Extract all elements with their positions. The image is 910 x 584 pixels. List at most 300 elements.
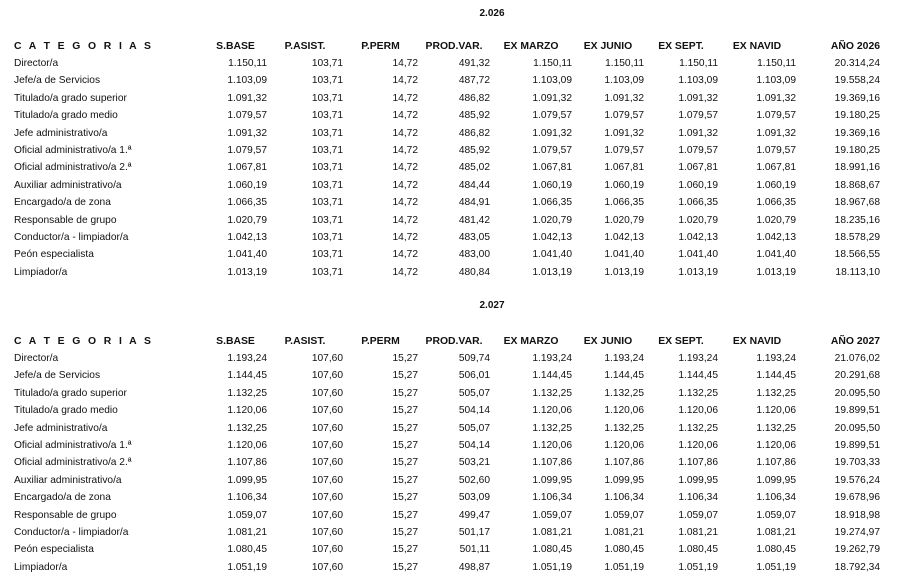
cell-ex-sept: 1.106,34 [678,492,718,504]
cell-category: Titulado/a grado superior [14,387,127,399]
cell-prodvar: 484,91 [458,197,490,209]
cell-ex-junio: 1.193,24 [604,353,644,364]
cell-prodvar: 505,07 [458,387,490,399]
cell-sbase: 1.080,45 [227,544,267,556]
cell-category: Peón especialista [14,249,94,261]
cell-category: Encargado/a de zona [14,197,111,209]
cell-pasist: 107,60 [311,474,343,486]
cell-ex-junio: 1.081,21 [604,527,644,539]
cell-pperm: 14,72 [392,214,418,226]
col-header-ex-sept: EX SEPT. [658,41,704,52]
cell-prodvar: 487,72 [458,75,490,87]
cell-pasist: 107,60 [311,509,343,521]
cell-ex-navid: 1.042,13 [756,232,796,244]
cell-category: Conductor/a - limpiador/a [14,232,129,244]
year-title-2026: 2.026 [479,8,505,19]
cell-ex-navid: 1.091,32 [756,92,796,104]
cell-sbase: 1.020,79 [227,214,267,226]
col-header-pperm: P.PERM [361,41,400,52]
col-header-ex-navid: EX NAVID [732,41,782,52]
cell-pperm: 15,27 [392,370,418,382]
cell-pasist: 107,60 [311,440,343,452]
cell-sbase: 1.079,57 [227,145,267,157]
table-row [14,125,880,142]
cell-total-year: 18.578,29 [834,232,880,244]
table-row [14,212,880,229]
cell-total-year: 19.369,16 [834,92,880,104]
cell-total-year: 19.180,25 [834,145,880,157]
cell-ex-sept: 1.091,32 [678,92,718,104]
cell-pasist: 103,71 [311,58,343,69]
cell-sbase: 1.059,07 [227,509,267,521]
cell-pasist: 103,71 [311,266,343,278]
cell-ex-junio: 1.067,81 [604,162,644,174]
cell-pasist: 107,60 [311,492,343,504]
cell-ex-sept: 1.099,95 [678,474,718,486]
col-header-ex-junio: EX JUNIO [583,41,633,52]
cell-total-year: 18.991,16 [834,162,880,174]
cell-pperm: 14,72 [392,75,418,87]
cell-sbase: 1.060,19 [227,179,267,191]
cell-pperm: 14,72 [392,58,418,69]
cell-prodvar: 481,42 [458,214,490,226]
cell-ex-marzo: 1.193,24 [532,353,572,364]
cell-pasist: 107,60 [311,422,343,434]
cell-ex-junio: 1.132,25 [604,387,644,399]
cell-ex-marzo: 1.132,25 [532,422,572,434]
cell-ex-navid: 1.107,86 [756,457,796,469]
cell-prodvar: 498,87 [458,561,490,573]
cell-ex-navid: 1.132,25 [756,422,796,434]
table-row [14,246,880,263]
cell-ex-navid: 1.066,35 [756,197,796,209]
cell-ex-navid: 1.120,06 [756,405,796,417]
cell-ex-junio: 1.132,25 [604,422,644,434]
cell-ex-marzo: 1.067,81 [532,162,572,174]
cell-ex-navid: 1.193,24 [756,353,796,364]
cell-pperm: 14,72 [392,145,418,157]
cell-total-year: 19.899,51 [834,405,880,417]
cell-ex-marzo: 1.091,32 [532,127,572,139]
cell-ex-sept: 1.132,25 [678,387,718,399]
table-row [14,454,880,471]
cell-sbase: 1.144,45 [227,370,267,382]
cell-pperm: 14,72 [392,127,418,139]
cell-ex-navid: 1.081,21 [756,527,796,539]
cell-ex-junio: 1.144,45 [604,370,644,382]
col-header-prodvar: PROD.VAR. [425,41,483,52]
cell-ex-sept: 1.080,45 [678,544,718,556]
col-header-total-year: AÑO 2026 [830,41,880,52]
table-row [14,90,880,107]
cell-ex-sept: 1.193,24 [678,353,718,364]
cell-pasist: 103,71 [311,75,343,87]
cell-pperm: 15,27 [392,509,418,521]
cell-pperm: 15,27 [392,457,418,469]
cell-ex-navid: 1.051,19 [756,561,796,573]
cell-pperm: 14,72 [392,249,418,261]
cell-ex-sept: 1.132,25 [678,422,718,434]
salary-table-2026 [14,38,880,281]
cell-ex-sept: 1.067,81 [678,162,718,174]
cell-total-year: 19.180,25 [834,110,880,122]
col-header-pperm: P.PERM [361,336,400,347]
cell-pperm: 14,72 [392,92,418,104]
cell-sbase: 1.132,25 [227,422,267,434]
cell-total-year: 19.274,97 [834,527,880,539]
cell-pasist: 103,71 [311,127,343,139]
cell-ex-marzo: 1.120,06 [532,405,572,417]
cell-ex-navid: 1.060,19 [756,179,796,191]
cell-pasist: 103,71 [311,162,343,174]
cell-ex-marzo: 1.120,06 [532,440,572,452]
cell-ex-junio: 1.013,19 [604,266,644,278]
cell-ex-navid: 1.080,45 [756,544,796,556]
cell-ex-navid: 1.120,06 [756,440,796,452]
cell-category: Conductor/a - limpiador/a [14,527,129,539]
cell-ex-junio: 1.042,13 [604,232,644,244]
cell-pasist: 103,71 [311,92,343,104]
table-row [14,177,880,194]
cell-pperm: 15,27 [392,405,418,417]
cell-prodvar: 491,32 [458,58,490,69]
header-row [14,38,880,55]
cell-total-year: 21.076,02 [834,353,880,364]
cell-ex-junio: 1.091,32 [604,127,644,139]
cell-pperm: 15,27 [392,387,418,399]
cell-ex-marzo: 1.099,95 [532,474,572,486]
col-header-pasist: P.ASIST. [284,41,326,52]
table-row [14,107,880,124]
cell-total-year: 20.095,50 [834,422,880,434]
table-row [14,72,880,89]
cell-total-year: 18.235,16 [834,214,880,226]
cell-pasist: 103,71 [311,249,343,261]
cell-category: Director/a [14,58,59,69]
cell-pasist: 103,71 [311,197,343,209]
cell-ex-navid: 1.059,07 [756,509,796,521]
cell-ex-marzo: 1.079,57 [532,110,572,122]
cell-ex-navid: 1.091,32 [756,127,796,139]
cell-ex-sept: 1.066,35 [678,197,718,209]
cell-prodvar: 503,09 [458,492,490,504]
cell-category: Oficial administrativo/a 1.ª [14,145,132,157]
cell-category: Titulado/a grado medio [14,405,118,417]
cell-category: Responsable de grupo [14,214,117,226]
cell-pasist: 107,60 [311,387,343,399]
cell-category: Auxiliar administrativo/a [14,474,122,486]
cell-ex-marzo: 1.080,45 [532,544,572,556]
table-row [14,489,880,506]
cell-sbase: 1.103,09 [227,75,267,87]
cell-pperm: 14,72 [392,232,418,244]
cell-pperm: 15,27 [392,353,418,364]
cell-total-year: 20.291,68 [834,370,880,382]
cell-total-year: 18.918,98 [834,509,880,521]
cell-ex-sept: 1.103,09 [678,75,718,87]
cell-category: Oficial administrativo/a 1.ª [14,440,132,452]
cell-total-year: 18.566,55 [834,249,880,261]
cell-sbase: 1.066,35 [227,197,267,209]
table-row [14,385,880,402]
cell-pperm: 15,27 [392,474,418,486]
cell-ex-navid: 1.144,45 [756,370,796,382]
cell-ex-navid: 1.132,25 [756,387,796,399]
table-row [14,402,880,419]
cell-category: Limpiador/a [14,266,68,278]
cell-category: Director/a [14,353,59,364]
cell-sbase: 1.120,06 [227,440,267,452]
cell-total-year: 19.558,24 [834,75,880,87]
cell-prodvar: 502,60 [458,474,490,486]
cell-sbase: 1.106,34 [227,492,267,504]
col-header-prodvar: PROD.VAR. [425,336,483,347]
cell-ex-junio: 1.060,19 [604,179,644,191]
cell-prodvar: 505,07 [458,422,490,434]
table-row [14,264,880,281]
cell-sbase: 1.107,86 [227,457,267,469]
cell-ex-sept: 1.081,21 [678,527,718,539]
cell-pasist: 107,60 [311,405,343,417]
cell-ex-junio: 1.066,35 [604,197,644,209]
cell-pasist: 103,71 [311,232,343,244]
col-header-ex-marzo: EX MARZO [503,336,559,347]
cell-pasist: 107,60 [311,544,343,556]
cell-pperm: 15,27 [392,544,418,556]
table-row [14,159,880,176]
table-row [14,55,880,72]
cell-ex-junio: 1.107,86 [604,457,644,469]
cell-ex-marzo: 1.041,40 [532,249,572,261]
cell-ex-sept: 1.150,11 [679,58,718,69]
cell-ex-sept: 1.144,45 [678,370,718,382]
cell-ex-marzo: 1.020,79 [532,214,572,226]
cell-sbase: 1.099,95 [227,474,267,486]
cell-ex-sept: 1.060,19 [678,179,718,191]
cell-total-year: 19.703,33 [834,457,880,469]
table-row [14,420,880,437]
cell-prodvar: 486,82 [458,92,490,104]
cell-total-year: 19.678,96 [834,492,880,504]
cell-total-year: 18.967,68 [834,197,880,209]
cell-ex-marzo: 1.013,19 [532,266,572,278]
cell-ex-navid: 1.106,34 [756,492,796,504]
cell-ex-marzo: 1.150,11 [533,58,572,69]
table-row [14,142,880,159]
col-header-categorias: C A T E G O R I A S [14,41,154,52]
cell-ex-junio: 1.079,57 [604,145,644,157]
cell-category: Auxiliar administrativo/a [14,179,122,191]
cell-ex-marzo: 1.144,45 [532,370,572,382]
col-header-categorias: C A T E G O R I A S [14,336,154,347]
table-row [14,541,880,558]
cell-ex-marzo: 1.091,32 [532,92,572,104]
cell-prodvar: 486,82 [458,127,490,139]
cell-ex-navid: 1.013,19 [756,266,796,278]
cell-category: Titulado/a grado superior [14,92,127,104]
cell-pperm: 15,27 [392,527,418,539]
cell-total-year: 18.868,67 [834,179,880,191]
cell-prodvar: 501,11 [459,544,490,556]
cell-ex-sept: 1.020,79 [678,214,718,226]
cell-total-year: 19.262,79 [834,544,880,556]
cell-prodvar: 501,17 [458,527,490,539]
cell-ex-navid: 1.041,40 [756,249,796,261]
cell-category: Peón especialista [14,544,94,556]
cell-sbase: 1.081,21 [227,527,267,539]
cell-ex-navid: 1.079,57 [756,145,796,157]
cell-sbase: 1.042,13 [227,232,267,244]
cell-pasist: 107,60 [311,561,343,573]
cell-sbase: 1.150,11 [228,58,267,69]
cell-ex-marzo: 1.132,25 [532,387,572,399]
cell-sbase: 1.051,19 [227,561,267,573]
cell-ex-marzo: 1.042,13 [532,232,572,244]
cell-total-year: 19.899,51 [834,440,880,452]
col-header-total-year: AÑO 2027 [830,336,880,347]
col-header-ex-sept: EX SEPT. [658,336,704,347]
cell-ex-navid: 1.103,09 [756,75,796,87]
cell-ex-sept: 1.079,57 [678,110,718,122]
table-row [14,367,880,384]
cell-sbase: 1.013,19 [227,266,267,278]
cell-ex-junio: 1.041,40 [604,249,644,261]
cell-sbase: 1.091,32 [227,127,267,139]
table-row [14,559,880,576]
cell-ex-marzo: 1.079,57 [532,145,572,157]
cell-prodvar: 503,21 [458,457,490,469]
header-row [14,333,880,350]
cell-sbase: 1.193,24 [227,353,267,364]
cell-ex-junio: 1.150,11 [605,58,644,69]
cell-pperm: 15,27 [392,561,418,573]
cell-pasist: 107,60 [311,370,343,382]
cell-pasist: 103,71 [311,110,343,122]
cell-ex-junio: 1.103,09 [604,75,644,87]
cell-ex-marzo: 1.103,09 [532,75,572,87]
cell-ex-navid: 1.067,81 [756,162,796,174]
cell-pperm: 15,27 [392,422,418,434]
cell-sbase: 1.132,25 [227,387,267,399]
cell-sbase: 1.041,40 [227,249,267,261]
cell-pperm: 15,27 [392,440,418,452]
cell-ex-sept: 1.013,19 [678,266,718,278]
cell-ex-marzo: 1.066,35 [532,197,572,209]
cell-category: Jefe/a de Servicios [14,370,101,382]
cell-ex-marzo: 1.051,19 [532,561,572,573]
cell-category: Titulado/a grado medio [14,110,118,122]
cell-pasist: 107,60 [311,353,343,364]
table-row [14,524,880,541]
cell-prodvar: 504,14 [458,440,490,452]
cell-ex-junio: 1.051,19 [604,561,644,573]
table-row [14,437,880,454]
cell-ex-marzo: 1.081,21 [532,527,572,539]
cell-pasist: 107,60 [311,457,343,469]
cell-pperm: 14,72 [392,110,418,122]
col-header-sbase: S.BASE [216,41,255,52]
cell-total-year: 19.369,16 [834,127,880,139]
cell-ex-junio: 1.091,32 [604,92,644,104]
cell-ex-marzo: 1.106,34 [532,492,572,504]
cell-pasist: 103,71 [311,179,343,191]
cell-ex-marzo: 1.107,86 [532,457,572,469]
cell-ex-navid: 1.020,79 [756,214,796,226]
cell-sbase: 1.091,32 [227,92,267,104]
cell-sbase: 1.120,06 [227,405,267,417]
cell-ex-sept: 1.079,57 [678,145,718,157]
table-row [14,194,880,211]
cell-ex-junio: 1.106,34 [604,492,644,504]
col-header-ex-junio: EX JUNIO [583,336,633,347]
cell-pperm: 14,72 [392,179,418,191]
cell-pperm: 14,72 [392,266,418,278]
cell-pasist: 103,71 [311,145,343,157]
cell-pperm: 14,72 [392,162,418,174]
cell-category: Encargado/a de zona [14,492,111,504]
cell-prodvar: 504,14 [458,405,490,417]
cell-ex-sept: 1.051,19 [678,561,718,573]
year-title-2027: 2.027 [479,300,505,311]
cell-ex-sept: 1.042,13 [678,232,718,244]
cell-ex-navid: 1.099,95 [756,474,796,486]
cell-total-year: 20.314,24 [834,58,880,69]
cell-prodvar: 485,02 [458,162,490,174]
cell-total-year: 19.576,24 [834,474,880,486]
cell-prodvar: 509,74 [458,353,490,364]
cell-category: Jefe administrativo/a [14,422,108,434]
cell-pasist: 107,60 [311,527,343,539]
salary-table-2027 [14,333,880,576]
table-row [14,350,880,367]
cell-ex-junio: 1.120,06 [604,440,644,452]
cell-category: Jefe administrativo/a [14,127,108,139]
cell-ex-sept: 1.091,32 [678,127,718,139]
cell-ex-sept: 1.059,07 [678,509,718,521]
cell-pperm: 14,72 [392,197,418,209]
col-header-ex-marzo: EX MARZO [503,41,559,52]
col-header-sbase: S.BASE [216,336,255,347]
cell-sbase: 1.079,57 [227,110,267,122]
cell-prodvar: 483,00 [458,249,490,261]
cell-category: Limpiador/a [14,561,68,573]
cell-ex-navid: 1.079,57 [756,110,796,122]
table-row [14,229,880,246]
cell-prodvar: 480,84 [458,266,490,278]
cell-pperm: 15,27 [392,492,418,504]
cell-ex-junio: 1.059,07 [604,509,644,521]
col-header-pasist: P.ASIST. [284,336,326,347]
cell-ex-junio: 1.099,95 [604,474,644,486]
cell-category: Oficial administrativo/a 2.ª [14,162,132,174]
cell-category: Responsable de grupo [14,509,117,521]
cell-prodvar: 485,92 [458,145,490,157]
cell-pasist: 103,71 [311,214,343,226]
cell-ex-sept: 1.120,06 [678,440,718,452]
cell-category: Jefe/a de Servicios [14,75,101,87]
cell-sbase: 1.067,81 [227,162,267,174]
cell-ex-sept: 1.041,40 [678,249,718,261]
cell-ex-marzo: 1.059,07 [532,509,572,521]
cell-prodvar: 484,44 [458,179,490,191]
cell-ex-sept: 1.107,86 [678,457,718,469]
cell-ex-junio: 1.120,06 [604,405,644,417]
cell-total-year: 18.113,10 [835,266,880,278]
cell-ex-junio: 1.020,79 [604,214,644,226]
cell-ex-sept: 1.120,06 [678,405,718,417]
cell-ex-marzo: 1.060,19 [532,179,572,191]
cell-ex-junio: 1.080,45 [604,544,644,556]
